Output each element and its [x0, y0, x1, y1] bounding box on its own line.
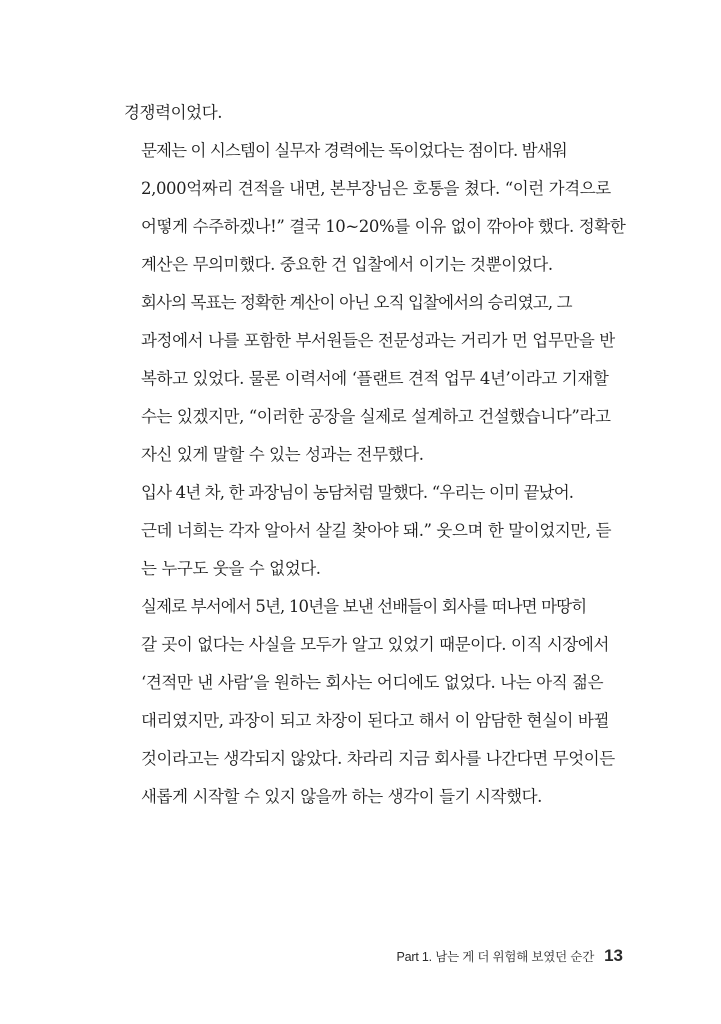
- text-line: 자신 있게 말할 수 있는 성과는 전무했다.: [141, 445, 424, 464]
- paragraph: [124, 94, 628, 132]
- text-line: 새롭게 시작할 수 있지 않을까 하는 생각이 들기 시작했다.: [141, 787, 543, 806]
- text-line: 입사 4년 차, 한 과장님이 농담처럼 말했다. “우리는 이미 끝났어.: [141, 483, 574, 502]
- text-line: 실제로 부서에서 5년, 10년을 보낸 선배들이 회사를 떠나면 마땅히: [141, 597, 587, 616]
- text-line: 갈 곳이 없다는 사실을 모두가 알고 있었기 때문이다. 이직 시장에서: [141, 635, 610, 654]
- page-footer: [0, 946, 623, 970]
- page-number: 13: [604, 946, 623, 965]
- text-line: ‘견적만 낸 사람’을 원하는 회사는 어디에도 없었다. 나는 아직 젊은: [141, 673, 604, 692]
- body-text: [124, 94, 628, 816]
- text-line: 대리였지만, 과장이 되고 차장이 된다고 해서 이 암담한 현실이 바뀔: [141, 711, 610, 730]
- text-line: 회사의 목표는 정확한 계산이 아닌 오직 입찰에서의 승리였고, 그: [141, 293, 572, 312]
- text-line: 과정에서 나를 포함한 부서원들은 전문성과는 거리가 먼 업무만을 반: [141, 331, 615, 350]
- text-line: 는 누구도 웃을 수 없었다.: [141, 559, 321, 578]
- text-line: 어떻게 수주하겠나!” 결국 10~20%를 이유 없이 깎아야 했다. 정확한: [141, 217, 626, 236]
- paragraph: [124, 588, 628, 816]
- text-line: 문제는 이 시스템이 실무자 경력에는 독이었다는 점이다. 밤새워: [141, 141, 567, 160]
- text-line: 수는 있겠지만, “이러한 공장을 실제로 설계하고 건설했습니다”라고: [141, 407, 611, 426]
- paragraph: [124, 132, 628, 284]
- text-line: 것이라고는 생각되지 않았다. 차라리 지금 회사를 나간다면 무엇이든: [141, 749, 615, 768]
- paragraph: [124, 284, 628, 474]
- running-title: Part 1. 남는 게 더 위험해 보였던 순간: [396, 950, 595, 964]
- text-line: 2,000억짜리 견적을 내면, 본부장님은 호통을 쳤다. “이런 가격으로: [141, 179, 611, 198]
- text-line: 계산은 무의미했다. 중요한 건 입찰에서 이기는 것뿐이었다.: [141, 255, 553, 274]
- text-line: 근데 너희는 각자 알아서 살길 찾아야 돼.” 웃으며 한 말이었지만, 듣: [141, 521, 612, 540]
- text-line: 복하고 있었다. 물론 이력서에 ‘플랜트 견적 업무 4년’이라고 기재할: [141, 369, 609, 388]
- text-line: 경쟁력이었다.: [124, 103, 223, 122]
- paragraph: [124, 474, 628, 588]
